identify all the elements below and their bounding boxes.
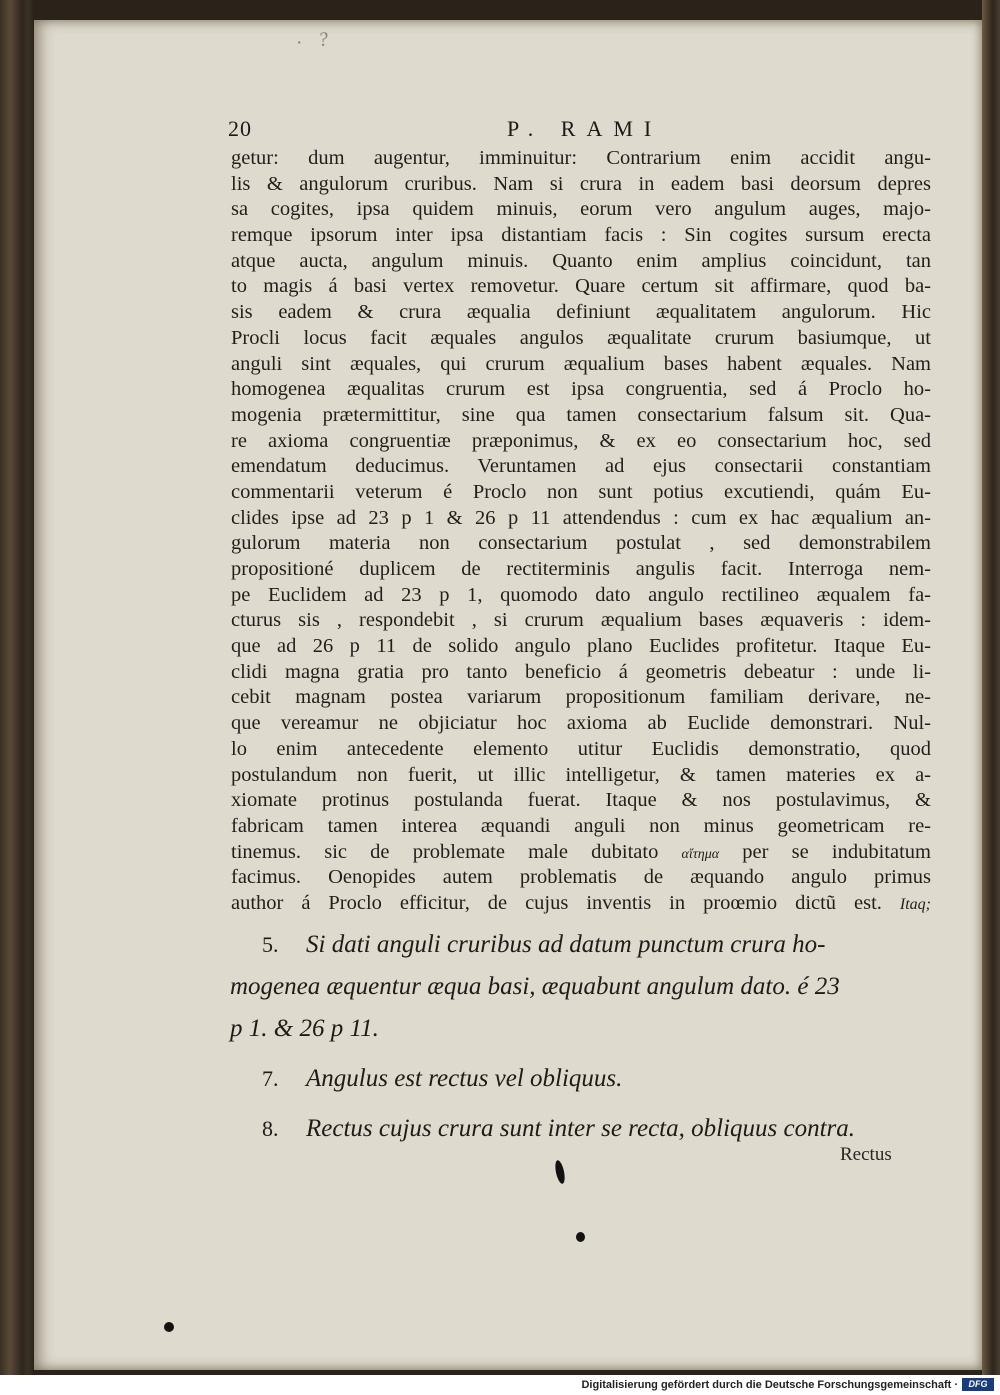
text-line: getur: dum augentur, imminuitur: Contrarium enim accidit angu- bbox=[231, 147, 931, 169]
text-line: lo enim antecedente elemento utitur Euclidis demonstratio, quod bbox=[231, 737, 931, 760]
catchword: Rectus bbox=[840, 1144, 892, 1165]
definition-8 bbox=[262, 1108, 922, 1150]
text-line: que vereamur ne objiciatur hoc axioma ab Euclide demonstrari. Nul- bbox=[231, 712, 931, 735]
text-line: cebit magnam postea variarum propositionum familiam derivare, ne- bbox=[231, 686, 931, 709]
text-line: re axioma congruentiæ præponimus, & ex eo consectarium hoc, sed bbox=[231, 429, 931, 452]
text-line: postulandum non fuerit, ut illic intelligetur, & tamen materies ex a- bbox=[231, 763, 931, 786]
scan-right-edge bbox=[982, 0, 1000, 1375]
text-line: commentarii veterum é Proclo non sunt potius excutiendi, quám Eu- bbox=[231, 480, 931, 503]
definition-text: mogenea æquentur æqua basi, æquabunt angulum dato. é 23 bbox=[230, 973, 840, 1000]
running-title: P. RAMI bbox=[507, 116, 663, 141]
ink-blot bbox=[576, 1232, 585, 1242]
definition-number: 8. bbox=[262, 1116, 279, 1141]
margin-pencil-mark: · ? bbox=[294, 27, 336, 55]
ink-blot bbox=[164, 1322, 174, 1332]
text-segment: per se indubitatum bbox=[742, 840, 931, 863]
text-line: mogenia prætermittitur, sine qua tamen consectarium falsum sit. Qua- bbox=[231, 403, 931, 426]
footer-bar bbox=[0, 1375, 1000, 1395]
text-line: sis eadem & crura æqualia definiunt æqualitatem angulorum. Hic bbox=[231, 301, 931, 324]
text-segment: tinemus. sic de problemate male dubitato bbox=[231, 840, 659, 863]
text-line: Procli locus facit æquales angulos æqualitate crurum basiumque, ut bbox=[231, 326, 931, 349]
definition-number: 7. bbox=[262, 1066, 279, 1091]
text-line: atque aucta, angulum minuis. Quanto enim amplius coincidunt, tan bbox=[231, 249, 931, 272]
definition-text: Angulus est rectus vel obliquus. bbox=[306, 1065, 623, 1092]
text-line: to magis á basi vertex removetur. Quare certum sit affirmare, quod ba- bbox=[231, 275, 931, 298]
text-line-with-catch bbox=[231, 891, 931, 917]
inline-catchword: Itaq; bbox=[899, 895, 931, 913]
running-head bbox=[228, 112, 928, 148]
body-paragraph bbox=[231, 146, 931, 917]
text-line: cturus sis , respondebit , si crurum æqualium bases æquaveris : idem- bbox=[231, 609, 931, 632]
footer-credit: Digitalisierung gefördert durch die Deutsche Forschungsgemeinschaft · bbox=[581, 1379, 958, 1391]
text-line: homogenea æqualitas crurum est ipsa congruentia, sed á Proclo ho- bbox=[231, 378, 931, 401]
text-line: clidi magna gratia pro tanto beneficio á geometris debeatur : unde li- bbox=[231, 660, 931, 683]
text-line: emendatum deducimus. Veruntamen ad ejus consectarii constantiam bbox=[231, 455, 931, 478]
definition-text: Rectus cujus crura sunt inter se recta, obliquus contra. bbox=[306, 1115, 856, 1142]
text-line: lis & angulorum cruribus. Nam si crura in eadem basi deorsum depres bbox=[231, 172, 931, 195]
text-line: remque ipsorum inter ipsa distantiam facis : Sin cogites sursum erecta bbox=[231, 224, 931, 247]
definition-text: Si dati anguli cruribus ad datum punctum crura ho- bbox=[306, 931, 826, 958]
text-line: que ad 26 p 11 de solido angulo plano Euclides profitetur. Itaque Eu- bbox=[231, 635, 931, 658]
text-line: propositioné duplicem de rectiterminis angulis facit. Interroga nem- bbox=[231, 558, 931, 580]
definition-5 bbox=[230, 924, 922, 1050]
text-line: clides ipse ad 23 p 1 & 26 p 11 attendendus : cum ex hac æqualium an- bbox=[231, 506, 931, 529]
text-line: sa cogites, ipsa quidem minuis, eorum vero angulum auges, majo- bbox=[231, 198, 931, 221]
text-line: fabricam tamen interea æquandi anguli non minus geometricam re- bbox=[231, 814, 931, 837]
page-number: 20 bbox=[228, 116, 252, 141]
definition-number: 5. bbox=[262, 932, 279, 957]
text-line: anguli sint æquales, qui crurum æqualium bases habent æquales. Nam bbox=[231, 352, 931, 375]
definition-text: p 1. & 26 p 11. bbox=[230, 1015, 379, 1042]
text-line: xiomate protinus postulanda fuerat. Itaque & nos postulavimus, & bbox=[231, 789, 931, 812]
text-line: facimus. Oenopides autem problematis de æquando angulo primus bbox=[231, 866, 931, 889]
greek-word: αἴτημα bbox=[681, 846, 720, 862]
text-line: gulorum materia non consectarium postulat , sed demonstrabilem bbox=[231, 532, 931, 555]
text-line-with-greek bbox=[231, 840, 931, 866]
definition-7 bbox=[262, 1058, 922, 1100]
text-segment: author á Proclo efficitur, de cujus inventis in proœmio dictũ est. bbox=[231, 891, 882, 914]
text-line: pe Euclidem ad 23 p 1, quomodo dato angulo rectilineo æqualem fa- bbox=[231, 583, 931, 606]
dfg-logo: DFG bbox=[962, 1378, 994, 1391]
